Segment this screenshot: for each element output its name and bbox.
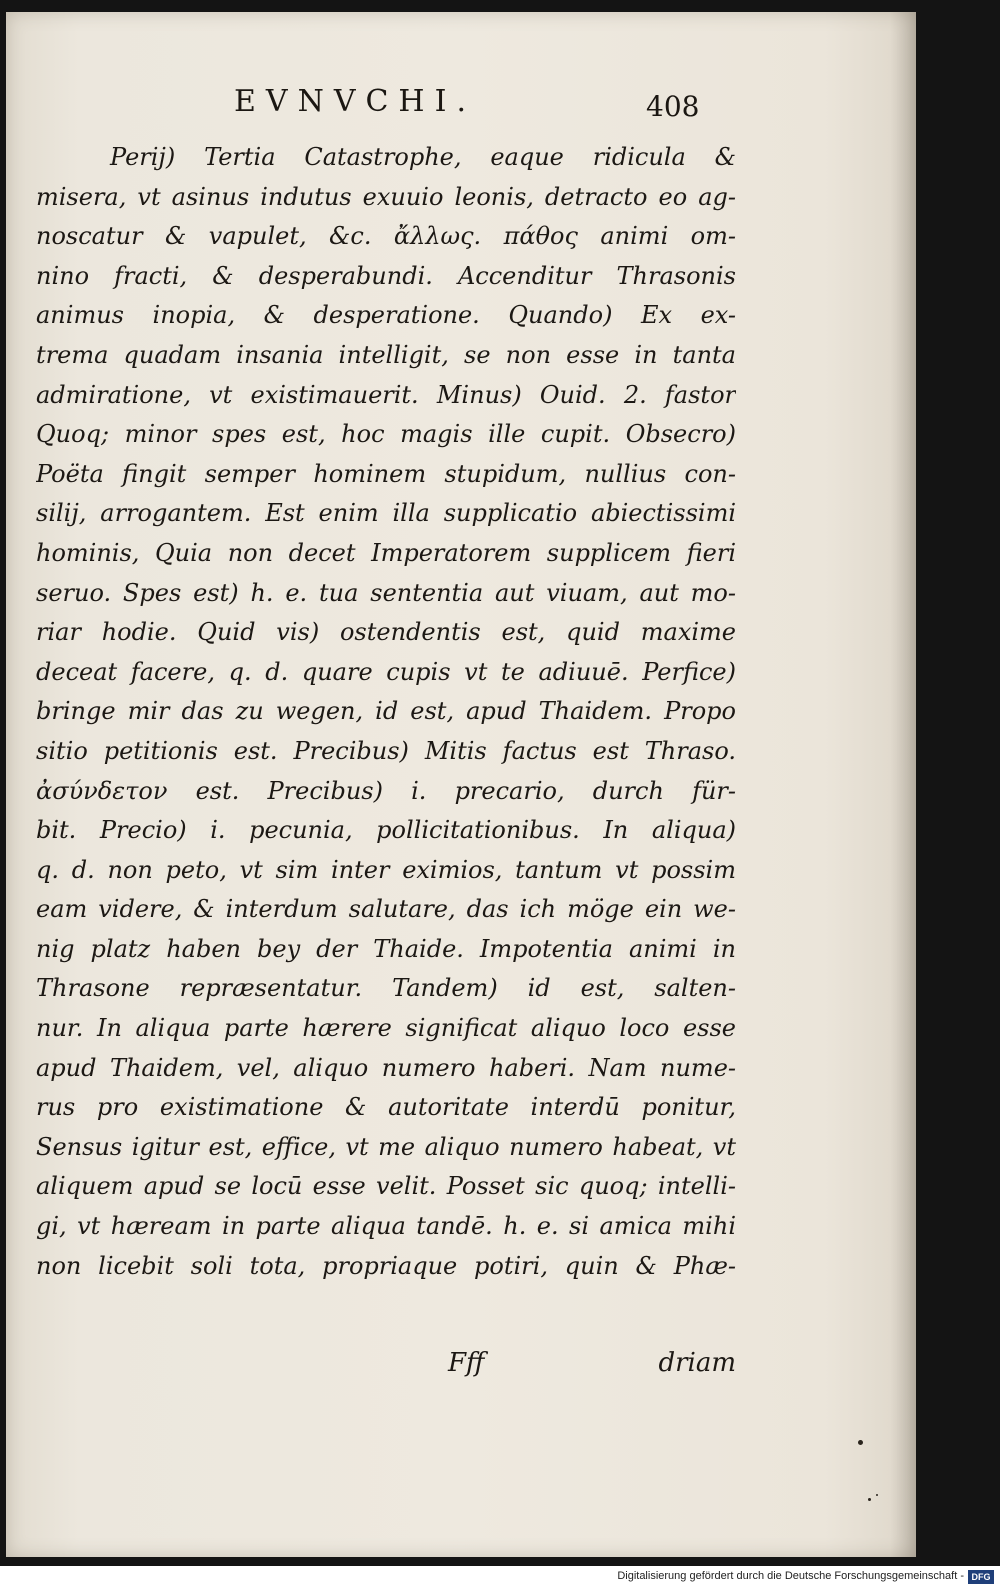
text-line: nino fracti, & desperabundi. Accenditur Thrasonis [36,261,736,290]
text-line: non licebit soli tota, propriaque potiri, quin & Phæ- [36,1251,736,1280]
text-line: apud Thaidem, vel, aliquo numero haberi. Nam nume- [36,1053,736,1082]
text-line: riar hodie. Quid vis) ostendentis est, quid maxime [36,618,736,647]
text-line: Thrasone repræsentatur. Tandem) id est, salten- [36,974,736,1003]
page-edge-shadow [890,12,916,1557]
page-number: 408 [646,90,700,123]
text-line: bit. Precio) i. pecunia, pollicitationibus. In aliqua) [36,816,736,845]
text-line: q. d. non peto, vt sim inter eximios, tantum vt possim [36,855,736,884]
text-line: misera, vt asinus indutus exuuio leonis, detracto eo ag- [36,182,736,211]
text-line: animus inopia, & desperatione. Quando) Ex ex- [36,301,736,330]
footer-bar [0,1566,1000,1589]
ink-speck [876,1494,878,1496]
text-line: deceat facere, q. d. quare cupis vt te adiuuē. Perfice) [36,657,736,686]
text-line: Quoq; minor spes est, hoc magis ille cupit. Obsecro) [36,420,736,449]
text-line: nur. In aliqua parte hærere significat aliquo loco esse [36,1014,736,1043]
text-line: seruo. Spes est) h. e. tua sententia aut viuam, aut mo- [36,578,736,607]
catchword: driam [658,1348,736,1378]
funding-credit: Digitalisierung gefördert durch die Deutsche Forschungsgemeinschaft - [617,1570,964,1582]
ink-speck [858,1440,863,1445]
text-line: sitio petitionis est. Precibus) Mitis factus est Thraso. [36,736,736,765]
signature-mark: Fff [448,1348,485,1378]
text-line: trema quadam insania intelligit, se non esse in tanta [36,340,736,369]
text-line: gi, vt hæream in parte aliqua tandē. h. e. si amica mihi [36,1212,736,1241]
commentary-text-block [36,138,736,1286]
text-line: bringe mir das zu wegen, id est, apud Thaidem. Propo [36,697,736,726]
text-line: hominis, Quia non decet Imperatorem supplicem fieri [36,538,736,567]
text-line: aliquem apud se locū esse velit. Posset sic quoq; intelli- [36,1172,736,1201]
running-head: EVNVCHI. [234,84,476,119]
text-line: ἀσύνδετον est. Precibus) i. precario, durch für- [36,776,736,805]
text-line: silij, arrogantem. Est enim illa supplicatio abiectissimi [36,499,736,528]
text-line: Poëta fingit semper hominem stupidum, nullius con- [36,459,736,488]
text-line: Sensus igitur est, effice, vt me aliquo numero habeat, vt [36,1132,736,1161]
signature-line [36,1348,736,1384]
text-line: eam videre, & interdum salutare, das ich möge ein we- [36,895,736,924]
text-line: noscatur & vapulet, &c. ἄλλως. πάθος animi om- [36,222,736,251]
ink-speck [868,1498,871,1501]
dfg-logo-icon: DFG [968,1570,994,1584]
text-line: admiratione, vt existimauerit. Minus) Ouid. 2. fastor [36,380,736,409]
text-line: rus pro existimatione & autoritate interdū ponitur, [36,1093,736,1122]
text-line: nig platz haben bey der Thaide. Impotentia animi in [36,934,736,963]
text-line: Perij) Tertia Catastrophe, eaque ridicula & [110,143,736,171]
book-page [6,12,916,1557]
